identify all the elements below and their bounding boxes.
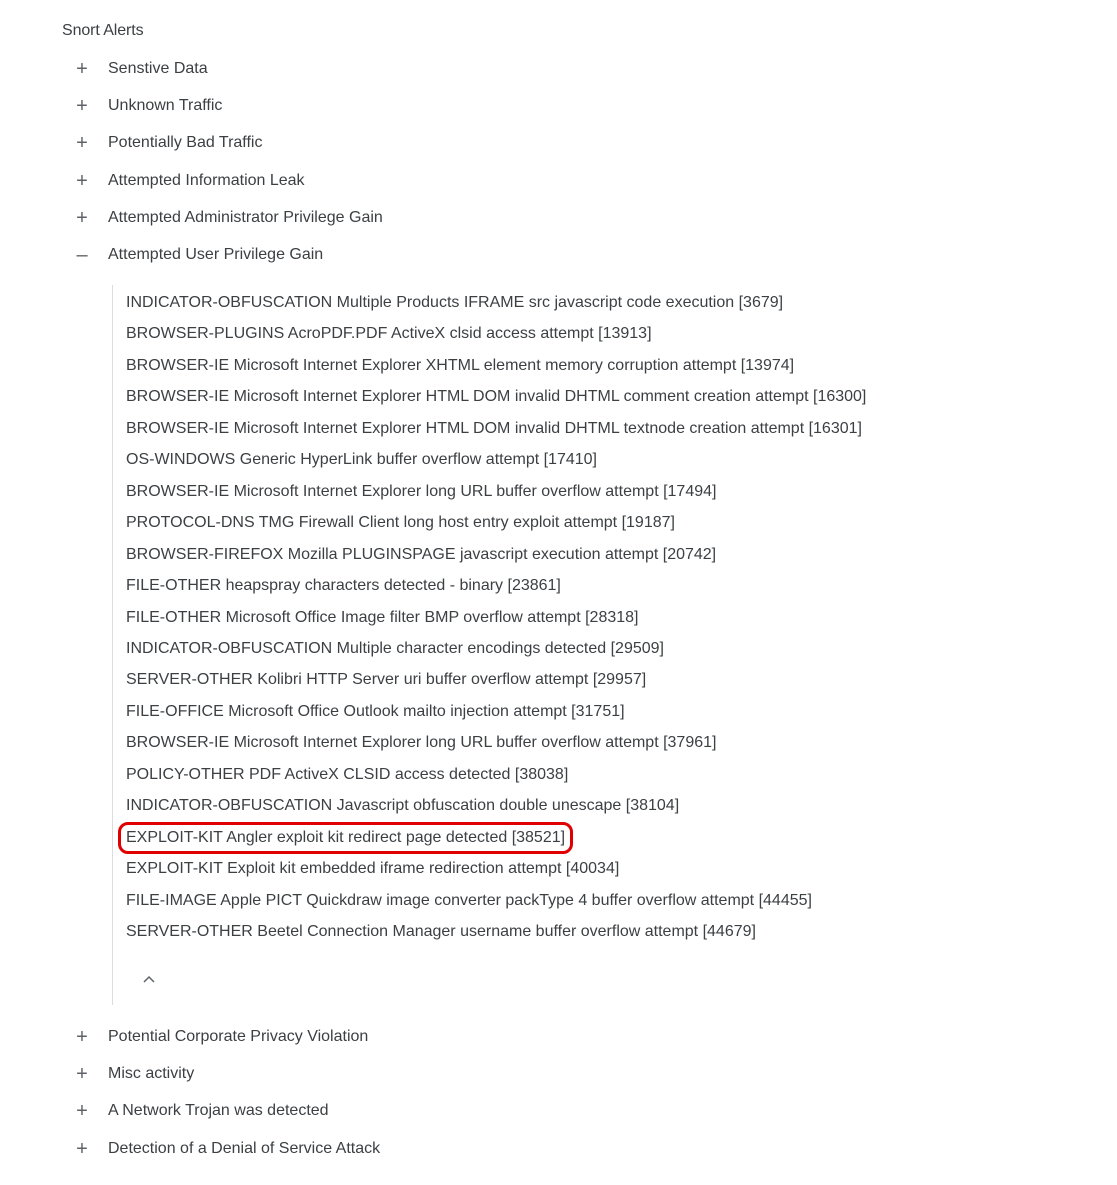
plus-icon[interactable]: + [76,1138,88,1160]
chevron-up-icon [143,970,155,988]
category-row[interactable] [72,1062,194,1086]
alert-item[interactable]: BROWSER-IE Microsoft Internet Explorer HTML DOM invalid DHTML textnode creation attempt [16301] [126,420,862,437]
alert-item[interactable]: BROWSER-IE Microsoft Internet Explorer long URL buffer overflow attempt [37961] [126,734,717,751]
alert-item[interactable]: INDICATOR-OBFUSCATION Multiple character encodings detected [29509] [126,640,664,657]
alert-item[interactable]: SERVER-OTHER Beetel Connection Manager username buffer overflow attempt [44679] [126,923,756,940]
category-row-expanded[interactable] [72,243,323,267]
alert-item[interactable]: PROTOCOL-DNS TMG Firewall Client long host entry exploit attempt [19187] [126,514,675,531]
category-row[interactable] [72,131,262,155]
alert-item[interactable]: SERVER-OTHER Kolibri HTTP Server uri buffer overflow attempt [29957] [126,671,647,688]
expanded-alert-list [112,285,1013,1005]
category-row[interactable] [72,1025,368,1049]
category-label: Misc activity [108,1065,195,1082]
category-row[interactable] [72,1137,380,1161]
page-title: Snort Alerts [62,22,144,39]
category-label: Attempted Administrator Privilege Gain [108,209,383,226]
alert-item[interactable]: POLICY-OTHER PDF ActiveX CLSID access detected [38038] [126,766,569,783]
plus-icon[interactable]: + [76,95,88,117]
category-row[interactable] [72,94,222,118]
alert-item[interactable]: FILE-OTHER heapspray characters detected - binary [23861] [126,577,561,594]
category-row[interactable] [72,1099,329,1123]
category-row[interactable] [72,206,383,230]
category-label: Potentially Bad Traffic [108,134,263,151]
alert-item[interactable]: FILE-OFFICE Microsoft Office Outlook mailto injection attempt [31751] [126,703,625,720]
alert-item[interactable]: FILE-IMAGE Apple PICT Quickdraw image converter packType 4 buffer overflow attempt [44455] [126,892,812,909]
category-label: Detection of a Denial of Service Attack [108,1140,381,1157]
minus-icon[interactable]: – [76,244,88,266]
category-label: Senstive Data [108,60,208,77]
collapse-button[interactable] [137,969,161,989]
alert-item[interactable]: BROWSER-IE Microsoft Internet Explorer HTML DOM invalid DHTML comment creation attempt [16300] [126,388,867,405]
category-label: Potential Corporate Privacy Violation [108,1028,369,1045]
plus-icon[interactable]: + [76,132,88,154]
category-label: Unknown Traffic [108,97,223,114]
category-label: Attempted Information Leak [108,172,305,189]
category-label: A Network Trojan was detected [108,1102,329,1119]
category-label: Attempted User Privilege Gain [108,246,324,263]
category-row[interactable] [72,169,305,193]
plus-icon[interactable]: + [76,1100,88,1122]
alert-item-highlighted[interactable]: EXPLOIT-KIT Angler exploit kit redirect page detected [38521] [126,829,566,846]
plus-icon[interactable]: + [76,207,88,229]
alert-item[interactable]: INDICATOR-OBFUSCATION Javascript obfuscation double unescape [38104] [126,797,680,814]
alert-item[interactable]: BROWSER-IE Microsoft Internet Explorer long URL buffer overflow attempt [17494] [126,483,717,500]
alert-item[interactable]: BROWSER-FIREFOX Mozilla PLUGINSPAGE javascript execution attempt [20742] [126,546,717,563]
category-row[interactable] [72,57,208,81]
plus-icon[interactable]: + [76,58,88,80]
alert-item[interactable]: FILE-OTHER Microsoft Office Image filter BMP overflow attempt [28318] [126,609,639,626]
plus-icon[interactable]: + [76,1063,88,1085]
plus-icon[interactable]: + [76,170,88,192]
alert-item[interactable]: BROWSER-PLUGINS AcroPDF.PDF ActiveX clsid access attempt [13913] [126,325,652,342]
plus-icon[interactable]: + [76,1026,88,1048]
alert-item[interactable]: EXPLOIT-KIT Exploit kit embedded iframe redirection attempt [40034] [126,860,620,877]
alert-item[interactable]: OS-WINDOWS Generic HyperLink buffer overflow attempt [17410] [126,451,597,468]
alert-item[interactable]: BROWSER-IE Microsoft Internet Explorer XHTML element memory corruption attempt [13974] [126,357,795,374]
alert-item[interactable]: INDICATOR-OBFUSCATION Multiple Products IFRAME src javascript code execution [3679] [126,294,784,311]
